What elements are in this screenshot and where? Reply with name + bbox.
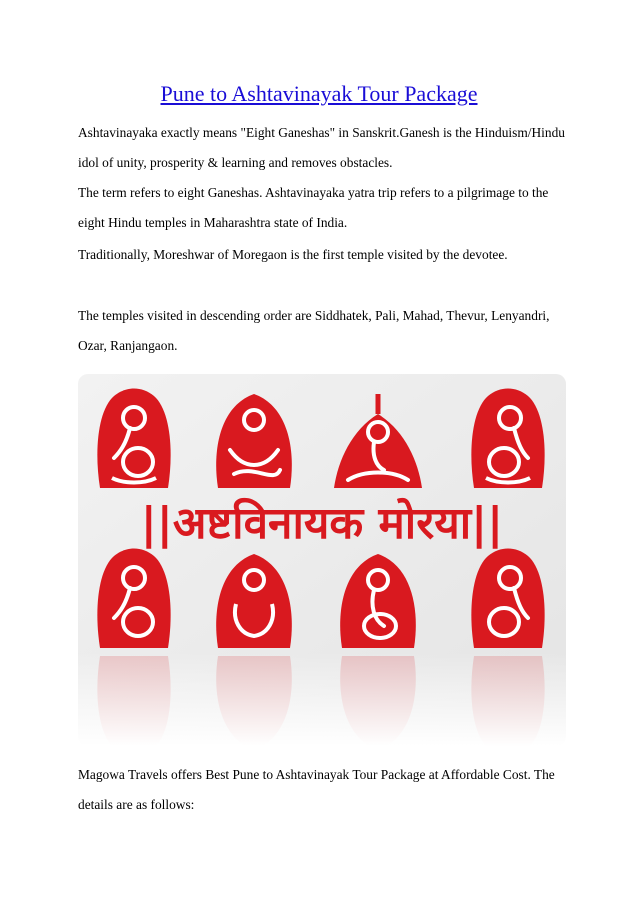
- tradition-paragraph: Traditionally, Moreshwar of Moregaon is the first temple visited by the devotee.: [78, 247, 508, 262]
- intro-paragraph: Ashtavinayaka exactly means "Eight Ganeshas" in Sanskrit.Ganesh is the Hinduism/Hindu idol of unity, prosperity & learning and removes obstacles.: [78, 125, 565, 170]
- offer-paragraph: Magowa Travels offers Best Pune to Ashtavinayak Tour Package at Affordable Cost. The details are as follows:: [78, 767, 555, 812]
- ashtavinayak-image: [78, 374, 566, 746]
- page-title[interactable]: Pune to Ashtavinayak Tour Package: [160, 81, 478, 106]
- term-paragraph: The term refers to eight Ganeshas. Ashtavinayaka yatra trip refers to a pilgrimage to the eight Hindu temples in Maharashtra state of India.: [78, 185, 549, 230]
- temples-order-paragraph: The temples visited in descending order are Siddhatek, Pali, Mahad, Thevur, Lenyandri, Ozar, Ranjangaon.: [78, 308, 550, 353]
- banner-text: ||अष्टविनायक मोरया||: [140, 498, 504, 549]
